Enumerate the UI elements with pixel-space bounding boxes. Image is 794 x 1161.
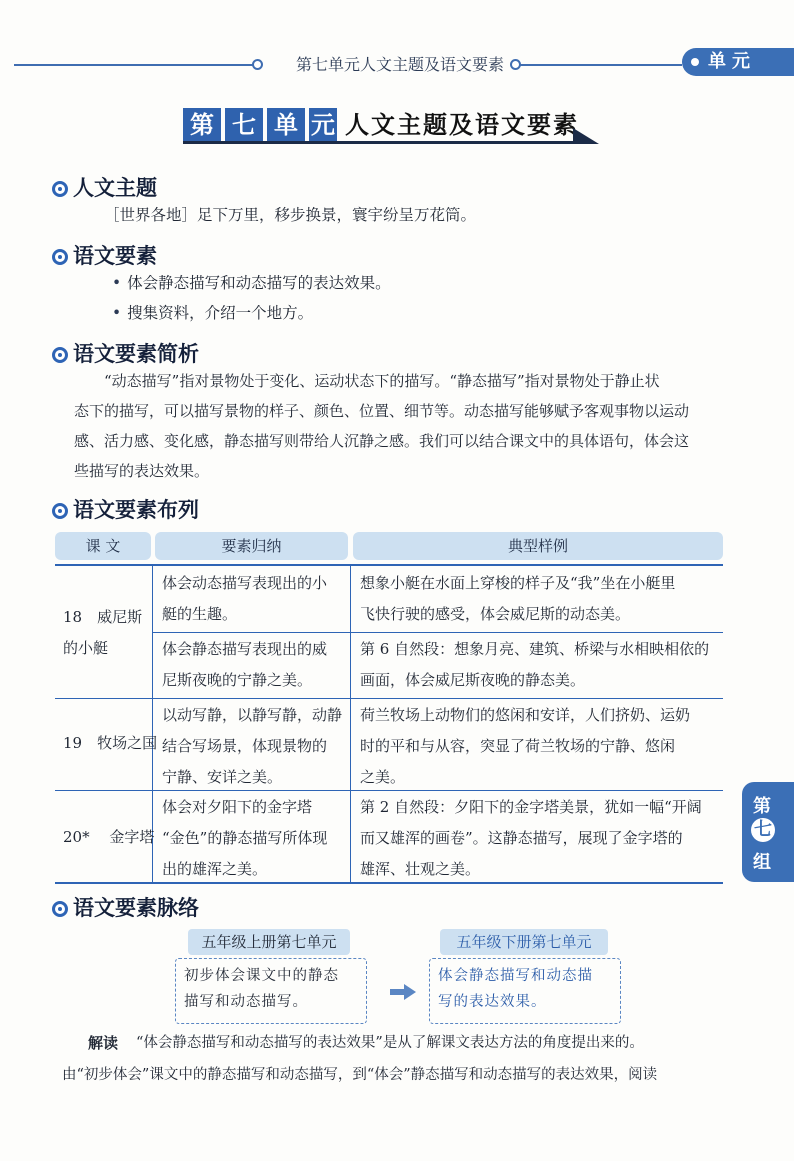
heading-text: 语文要素脉络 bbox=[73, 896, 199, 920]
flow-to-box bbox=[429, 958, 621, 1024]
row-divider-sub bbox=[152, 632, 723, 633]
flow-to-tag: 五年级下册第七单元 bbox=[440, 929, 608, 955]
section-theme-heading bbox=[52, 172, 157, 202]
title-underline-tip bbox=[573, 128, 599, 144]
arrow-right-icon bbox=[390, 984, 416, 1000]
title-box-2: 七 bbox=[225, 108, 263, 142]
row-divider bbox=[55, 698, 723, 699]
header-rule-left bbox=[14, 64, 256, 66]
summary-line: 尼斯夜晚的宁静之美。 bbox=[162, 671, 313, 689]
flow-from-tag: 五年级上册第七单元 bbox=[188, 929, 350, 955]
chapter-side-tab bbox=[742, 782, 794, 882]
summary-line: 结合写场景，体现景物的 bbox=[162, 737, 328, 755]
example-line: 之美。 bbox=[360, 768, 406, 786]
heading-text: 语文要素布列 bbox=[73, 498, 199, 522]
lesson-cell bbox=[63, 822, 154, 853]
brief-line-1: “动态描写”指对景物处于变化、运动状态下的描写。“静态描写”指对景物处于静止状 bbox=[104, 372, 660, 390]
title-box-1: 第 bbox=[183, 108, 221, 142]
summary-line: 体会对夕阳下的金字塔 bbox=[162, 798, 313, 816]
example-line: 第 2 自然段：夕阳下的金字塔美景，犹如一幅“开阔 bbox=[360, 798, 702, 816]
unit-tab bbox=[682, 48, 794, 76]
flow-line: 初步体会课文中的静态 bbox=[184, 968, 339, 984]
summary-cell bbox=[162, 792, 327, 885]
title-underline bbox=[183, 141, 573, 144]
summary-line: 以动写静，以静写静，动静 bbox=[162, 706, 343, 724]
summary-cell bbox=[162, 568, 327, 630]
section-context-heading bbox=[52, 892, 199, 922]
summary-line: 体会静态描写表现出的威 bbox=[162, 640, 328, 658]
flow-from-box bbox=[175, 958, 367, 1024]
theme-text: ［世界各地］足下万里，移步换景，寰宇纷呈万花筒。 bbox=[104, 206, 477, 224]
lesson-line: 的小艇 bbox=[63, 639, 109, 657]
interpretation-line-1: “体会静态描写和动态描写的表达效果”是从了解课文表达方法的角度提出来的。 bbox=[136, 1035, 644, 1051]
summary-line: 艇的生趣。 bbox=[162, 605, 238, 623]
example-line: 雄浑、壮观之美。 bbox=[360, 860, 481, 878]
example-line: 时的平和与从容，突显了荷兰牧场的宁静、悠闲 bbox=[360, 737, 676, 755]
column-header-summary: 要素归纳 bbox=[155, 532, 348, 560]
brief-line-4: 些描写的表达效果。 bbox=[74, 462, 210, 480]
summary-line: 出的雄浑之美。 bbox=[162, 860, 268, 878]
title-box-4: 元 bbox=[309, 108, 337, 142]
heading-text: 语文要素 bbox=[73, 244, 157, 268]
running-title: 第七单元人文主题及语文要素 bbox=[295, 55, 504, 74]
brief-line-2: 态下的描写，可以描写景物的样子、颜色、位置、细节等。动态描写能够赋予客观事物以运动 bbox=[74, 402, 690, 420]
location-pin-icon bbox=[52, 901, 68, 917]
summary-line: “金色”的静态描写所体现 bbox=[162, 829, 328, 847]
section-brief-heading bbox=[52, 338, 199, 368]
column-header-example: 典型样例 bbox=[353, 532, 723, 560]
title-text: 人文主题及语文要素 bbox=[345, 110, 579, 139]
section-arrangement-heading bbox=[52, 494, 199, 524]
interpretation-label: 解读 bbox=[88, 1034, 119, 1052]
col-divider bbox=[350, 566, 351, 882]
element-item-2: • 搜集资料，介绍一个地方。 bbox=[112, 298, 313, 328]
example-line: 想象小艇在水面上穿梭的样子及“我”坐在小艇里 bbox=[360, 574, 676, 592]
lesson-line: 19 牧场之国 bbox=[63, 734, 158, 752]
arrangement-table bbox=[55, 564, 723, 884]
example-cell bbox=[360, 634, 709, 696]
example-cell bbox=[360, 568, 675, 630]
heading-text: 语文要素简析 bbox=[73, 342, 199, 366]
lesson-line: 20* 金字塔 bbox=[63, 828, 155, 846]
side-tab-char: 第 bbox=[753, 796, 771, 817]
side-tab-char: 组 bbox=[753, 852, 771, 873]
heading-text: 人文主题 bbox=[73, 176, 157, 200]
lesson-cell bbox=[63, 728, 157, 759]
example-line: 飞快行驶的感受，体会威尼斯的动态美。 bbox=[360, 605, 631, 623]
example-line: 画面，体会威尼斯夜晚的静态美。 bbox=[360, 671, 586, 689]
location-pin-icon bbox=[52, 503, 68, 519]
header-rule-right bbox=[520, 64, 682, 66]
section-elements-heading bbox=[52, 240, 157, 270]
brief-line-3: 感、活力感、变化感，静态描写则带给人沉静之感。我们可以结合课文中的具体语句，体会这 bbox=[74, 432, 690, 450]
summary-cell bbox=[162, 700, 342, 793]
element-item-1: • 体会静态描写和动态描写的表达效果。 bbox=[112, 268, 391, 298]
title-box-3: 单 bbox=[267, 108, 305, 142]
dot-icon bbox=[691, 58, 699, 66]
location-pin-icon bbox=[52, 181, 68, 197]
side-tab-char: 七 bbox=[751, 818, 775, 842]
unit-tab-label: 单元 bbox=[708, 51, 756, 72]
lesson-line: 18 威尼斯 bbox=[63, 608, 143, 626]
column-header-lesson: 课 文 bbox=[55, 532, 151, 560]
flow-line: 写的表达效果。 bbox=[438, 994, 547, 1010]
flow-line: 体会静态描写和动态描 bbox=[438, 968, 593, 984]
example-line: 而又雄浑的画卷”。这静态描写，展现了金字塔的 bbox=[360, 829, 683, 847]
example-cell bbox=[360, 700, 690, 793]
interpretation-line-2: 由“初步体会”课文中的静态描写和动态描写，到“体会”静态描写和动态描写的表达效果，阅读 bbox=[62, 1067, 658, 1083]
example-cell bbox=[360, 792, 702, 885]
example-line: 荷兰牧场上动物们的悠闲和安详，人们挤奶、运奶 bbox=[360, 706, 691, 724]
summary-cell bbox=[162, 634, 327, 696]
summary-line: 宁静、安详之美。 bbox=[162, 768, 283, 786]
summary-line: 体会动态描写表现出的小 bbox=[162, 574, 328, 592]
location-pin-icon bbox=[52, 249, 68, 265]
location-pin-icon bbox=[52, 347, 68, 363]
example-line: 第 6 自然段：想象月亮、建筑、桥梁与水相映相依的 bbox=[360, 640, 710, 658]
flow-line: 描写和动态描写。 bbox=[184, 994, 308, 1010]
lesson-cell bbox=[63, 602, 142, 664]
